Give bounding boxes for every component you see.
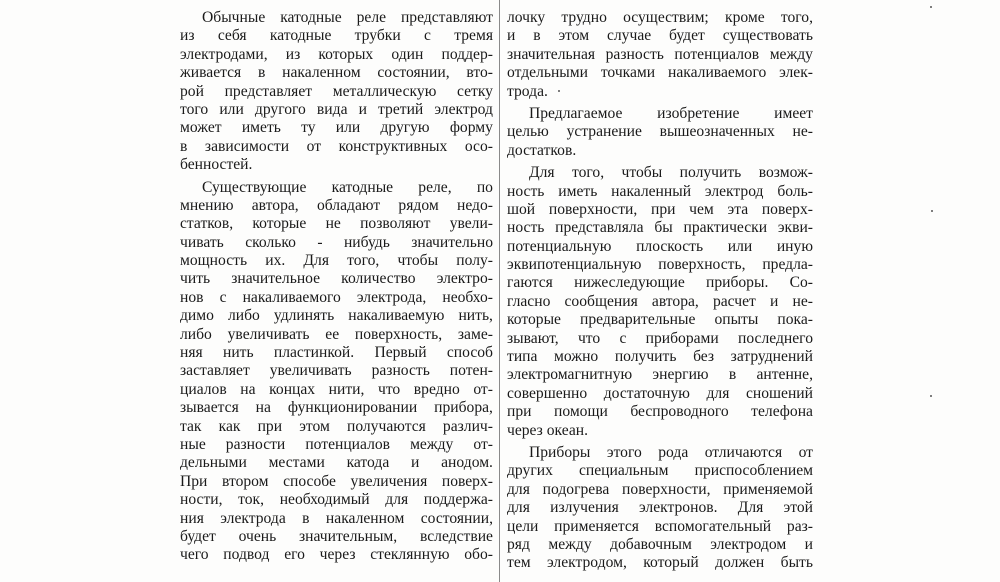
text-line: либо увеличивать ее поверхность, заме- <box>180 325 493 343</box>
text-line: статков, которые не позволяют увели- <box>180 215 493 233</box>
text-line: живается в накаленном состоянии, вто- <box>180 64 493 82</box>
text-line: ность представляла бы практически экви- <box>507 219 813 237</box>
text-line: и в этом случае будет существовать <box>507 27 813 45</box>
text-line: при помощи беспроводного телефона <box>507 403 813 421</box>
text-line: мощность их. Для того, чтобы полу- <box>180 252 493 270</box>
text-line: нов с накаливаемого электрода, необхо- <box>180 288 493 306</box>
text-line: цели применяется вспомогательный раз- <box>507 517 813 535</box>
paragraph-cathode-relays <box>180 9 493 175</box>
text-line: потенциальную плоскость или иную <box>507 237 813 255</box>
text-line: будет очень значительным, вследствие <box>180 527 493 545</box>
text-line: ния электрода в накаленном состоянии, <box>180 509 493 527</box>
text-line: бенностей. <box>180 156 253 174</box>
text-line: чивать сколько - нибудь значительно <box>180 233 493 251</box>
text-line: лочку трудно осуществим; кроме того, <box>507 9 813 26</box>
text-line: значительная разность потенциалов между <box>507 45 813 63</box>
text-line: заставляет увеличивать разность потен- <box>180 362 493 380</box>
text-line: совершенно достаточную для сношений <box>507 384 813 402</box>
text-line: через океан. <box>507 421 588 439</box>
text-line: достатков. <box>507 141 577 159</box>
text-line: няя нить пластинкой. Первый способ <box>180 344 493 362</box>
text-line: мнению автора, обладают рядом недо- <box>180 196 493 214</box>
text-line: ряд между добавочным электродом и <box>507 535 813 553</box>
text-line: зывается на функционировании прибора, <box>180 399 493 417</box>
text-line: шой поверхности, при чем эта поверх- <box>507 200 813 218</box>
paragraph-devices <box>507 444 813 573</box>
text-line: целью устранение вышеозначенных не- <box>507 123 813 141</box>
text-line: электромагнитную энергию в антенне, <box>507 366 813 384</box>
text-line: трода. <box>507 82 548 100</box>
text-line: циалов на концах нити, что вредно от- <box>180 380 493 398</box>
text-line: При втором способе увеличения поверх- <box>180 472 493 490</box>
text-line: для излучения электронов. Для этой <box>507 499 813 517</box>
text-line: чего подвод его через стеклянную обо- <box>180 546 493 564</box>
text-line: из себя катодные трубки с тремя <box>180 27 493 45</box>
text-line: эквипотенциальную поверхность, предла- <box>507 256 813 274</box>
text-line: в зависимости от конструктивных осо- <box>180 137 493 155</box>
text-line: дельными местами катода и анодом. <box>180 454 493 472</box>
text-line: типа можно получить без затруднений <box>507 348 813 366</box>
text-line: отдельными точками накаливаемого элек- <box>507 64 813 82</box>
right-column <box>507 9 813 573</box>
scan-speck <box>930 6 932 8</box>
column-divider <box>499 0 500 582</box>
paragraph-invention-purpose <box>507 105 813 160</box>
scan-speck <box>931 210 933 212</box>
text-line: Предлагаемое изобретение имеет <box>529 104 813 122</box>
text-line: так как при этом получаются различ- <box>180 417 493 435</box>
text-line: Для того, чтобы получить возмож- <box>529 164 813 182</box>
text-line: ные разности потенциалов между от- <box>180 435 493 453</box>
text-line: димо либо удлинять накаливаемую нить, <box>180 307 493 325</box>
text-line: может иметь ту или другую форму <box>180 119 493 137</box>
text-line: Приборы этого рода отличаются от <box>529 443 813 461</box>
text-line: ность иметь накаленный электрод боль- <box>507 182 813 200</box>
text-line: гласно сообщения автора, расчет и не- <box>507 292 813 310</box>
text-line: зывают, что с приборами последнего <box>507 329 813 347</box>
text-line: того или другого вида и третий электрод <box>180 100 493 118</box>
text-line: тем электродом, который должен быть <box>507 554 813 572</box>
text-line: Существующие катодные реле, по <box>202 178 493 196</box>
text-line: ности, ток, необходимый для поддержа- <box>180 491 493 509</box>
scan-speck <box>558 90 560 92</box>
text-line: чить значительное количество электро- <box>180 270 493 288</box>
text-line: рой представляет металлическую сетку <box>180 82 493 100</box>
left-column <box>180 9 493 565</box>
paragraph-heated-electrode <box>507 164 813 440</box>
paragraph-existing-relays <box>180 179 493 565</box>
text-line: Обычные катодные реле представляют <box>202 9 493 26</box>
text-line: электродами, из которых один поддер- <box>180 45 493 63</box>
paragraph-continuation <box>507 9 813 101</box>
text-line: других специальным приспособлением <box>507 462 813 480</box>
text-line: которые предварительные опыты пока- <box>507 311 813 329</box>
text-line: гаются нижеследующие приборы. Со- <box>507 274 813 292</box>
text-line: для подогрева поверхности, применяемой <box>507 480 813 498</box>
scan-speck <box>930 395 932 397</box>
